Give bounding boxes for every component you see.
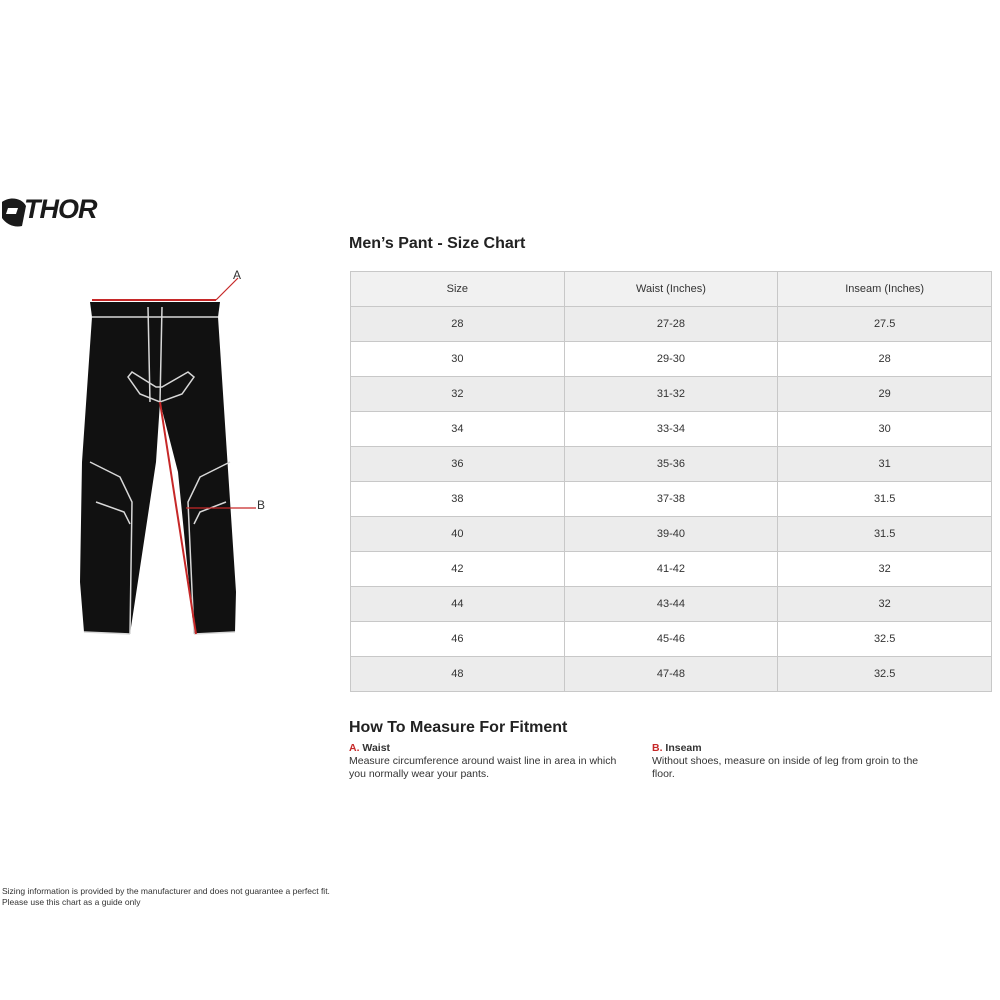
size-cell: 44 <box>351 587 565 622</box>
table-row <box>351 342 992 377</box>
inseam-cell: 31.5 <box>778 482 992 517</box>
table-row <box>351 587 992 622</box>
size-cell: 34 <box>351 412 565 447</box>
disclaimer-line: Sizing information is provided by the manufacturer and does not guarantee a perfect fit. <box>2 886 330 896</box>
table-row <box>351 517 992 552</box>
waist-cell: 35-36 <box>564 447 778 482</box>
measure-name: Inseam <box>665 742 702 754</box>
waist-cell: 43-44 <box>564 587 778 622</box>
waist-cell: 37-38 <box>564 482 778 517</box>
size-cell: 38 <box>351 482 565 517</box>
measure-item-inseam <box>652 742 922 781</box>
size-cell: 36 <box>351 447 565 482</box>
inseam-cell: 32 <box>778 552 992 587</box>
pants-diagram <box>60 262 280 642</box>
inseam-cell: 32.5 <box>778 657 992 692</box>
size-cell: 48 <box>351 657 565 692</box>
waist-cell: 29-30 <box>564 342 778 377</box>
waist-cell: 33-34 <box>564 412 778 447</box>
measure-letter: B. <box>652 742 663 754</box>
column-header-inseam: Inseam (Inches) <box>778 272 992 307</box>
size-cell: 46 <box>351 622 565 657</box>
measure-title: How To Measure For Fitment <box>349 719 568 736</box>
measure-item-header <box>349 742 619 755</box>
waist-cell: 41-42 <box>564 552 778 587</box>
inseam-cell: 27.5 <box>778 307 992 342</box>
measure-letter: A. <box>349 742 360 754</box>
thor-logo <box>0 192 130 236</box>
table-row <box>351 622 992 657</box>
measure-item-waist <box>349 742 619 781</box>
inseam-cell: 32 <box>778 587 992 622</box>
size-table <box>350 271 992 692</box>
table-row <box>351 307 992 342</box>
marker-a-label: A <box>233 268 242 282</box>
table-row <box>351 377 992 412</box>
waist-cell: 31-32 <box>564 377 778 412</box>
inseam-cell: 28 <box>778 342 992 377</box>
inseam-cell: 31 <box>778 447 992 482</box>
brand-name: THOR <box>24 194 97 224</box>
disclaimer <box>2 886 362 908</box>
table-row <box>351 447 992 482</box>
table-header-row <box>351 272 992 307</box>
size-chart-title: Men’s Pant - Size Chart <box>349 235 526 252</box>
size-cell: 30 <box>351 342 565 377</box>
measure-name: Waist <box>362 742 391 754</box>
inseam-cell: 31.5 <box>778 517 992 552</box>
table-row <box>351 482 992 517</box>
waist-cell: 39-40 <box>564 517 778 552</box>
waist-cell: 27-28 <box>564 307 778 342</box>
marker-b-label: B <box>257 498 266 512</box>
waist-cell: 47-48 <box>564 657 778 692</box>
column-header-waist: Waist (Inches) <box>564 272 778 307</box>
size-cell: 28 <box>351 307 565 342</box>
table-row <box>351 657 992 692</box>
table-row <box>351 412 992 447</box>
column-header-size: Size <box>351 272 565 307</box>
measure-description: Measure circumference around waist line in area in which you normally wear your pants. <box>349 755 617 780</box>
measure-item-header <box>652 742 922 755</box>
inseam-cell: 29 <box>778 377 992 412</box>
size-cell: 42 <box>351 552 565 587</box>
waist-cell: 45-46 <box>564 622 778 657</box>
size-cell: 32 <box>351 377 565 412</box>
inseam-cell: 30 <box>778 412 992 447</box>
measure-description: Without shoes, measure on inside of leg from groin to the floor. <box>652 755 919 780</box>
table-row <box>351 552 992 587</box>
size-cell: 40 <box>351 517 565 552</box>
disclaimer-line: Please use this chart as a guide only <box>2 897 141 907</box>
inseam-cell: 32.5 <box>778 622 992 657</box>
